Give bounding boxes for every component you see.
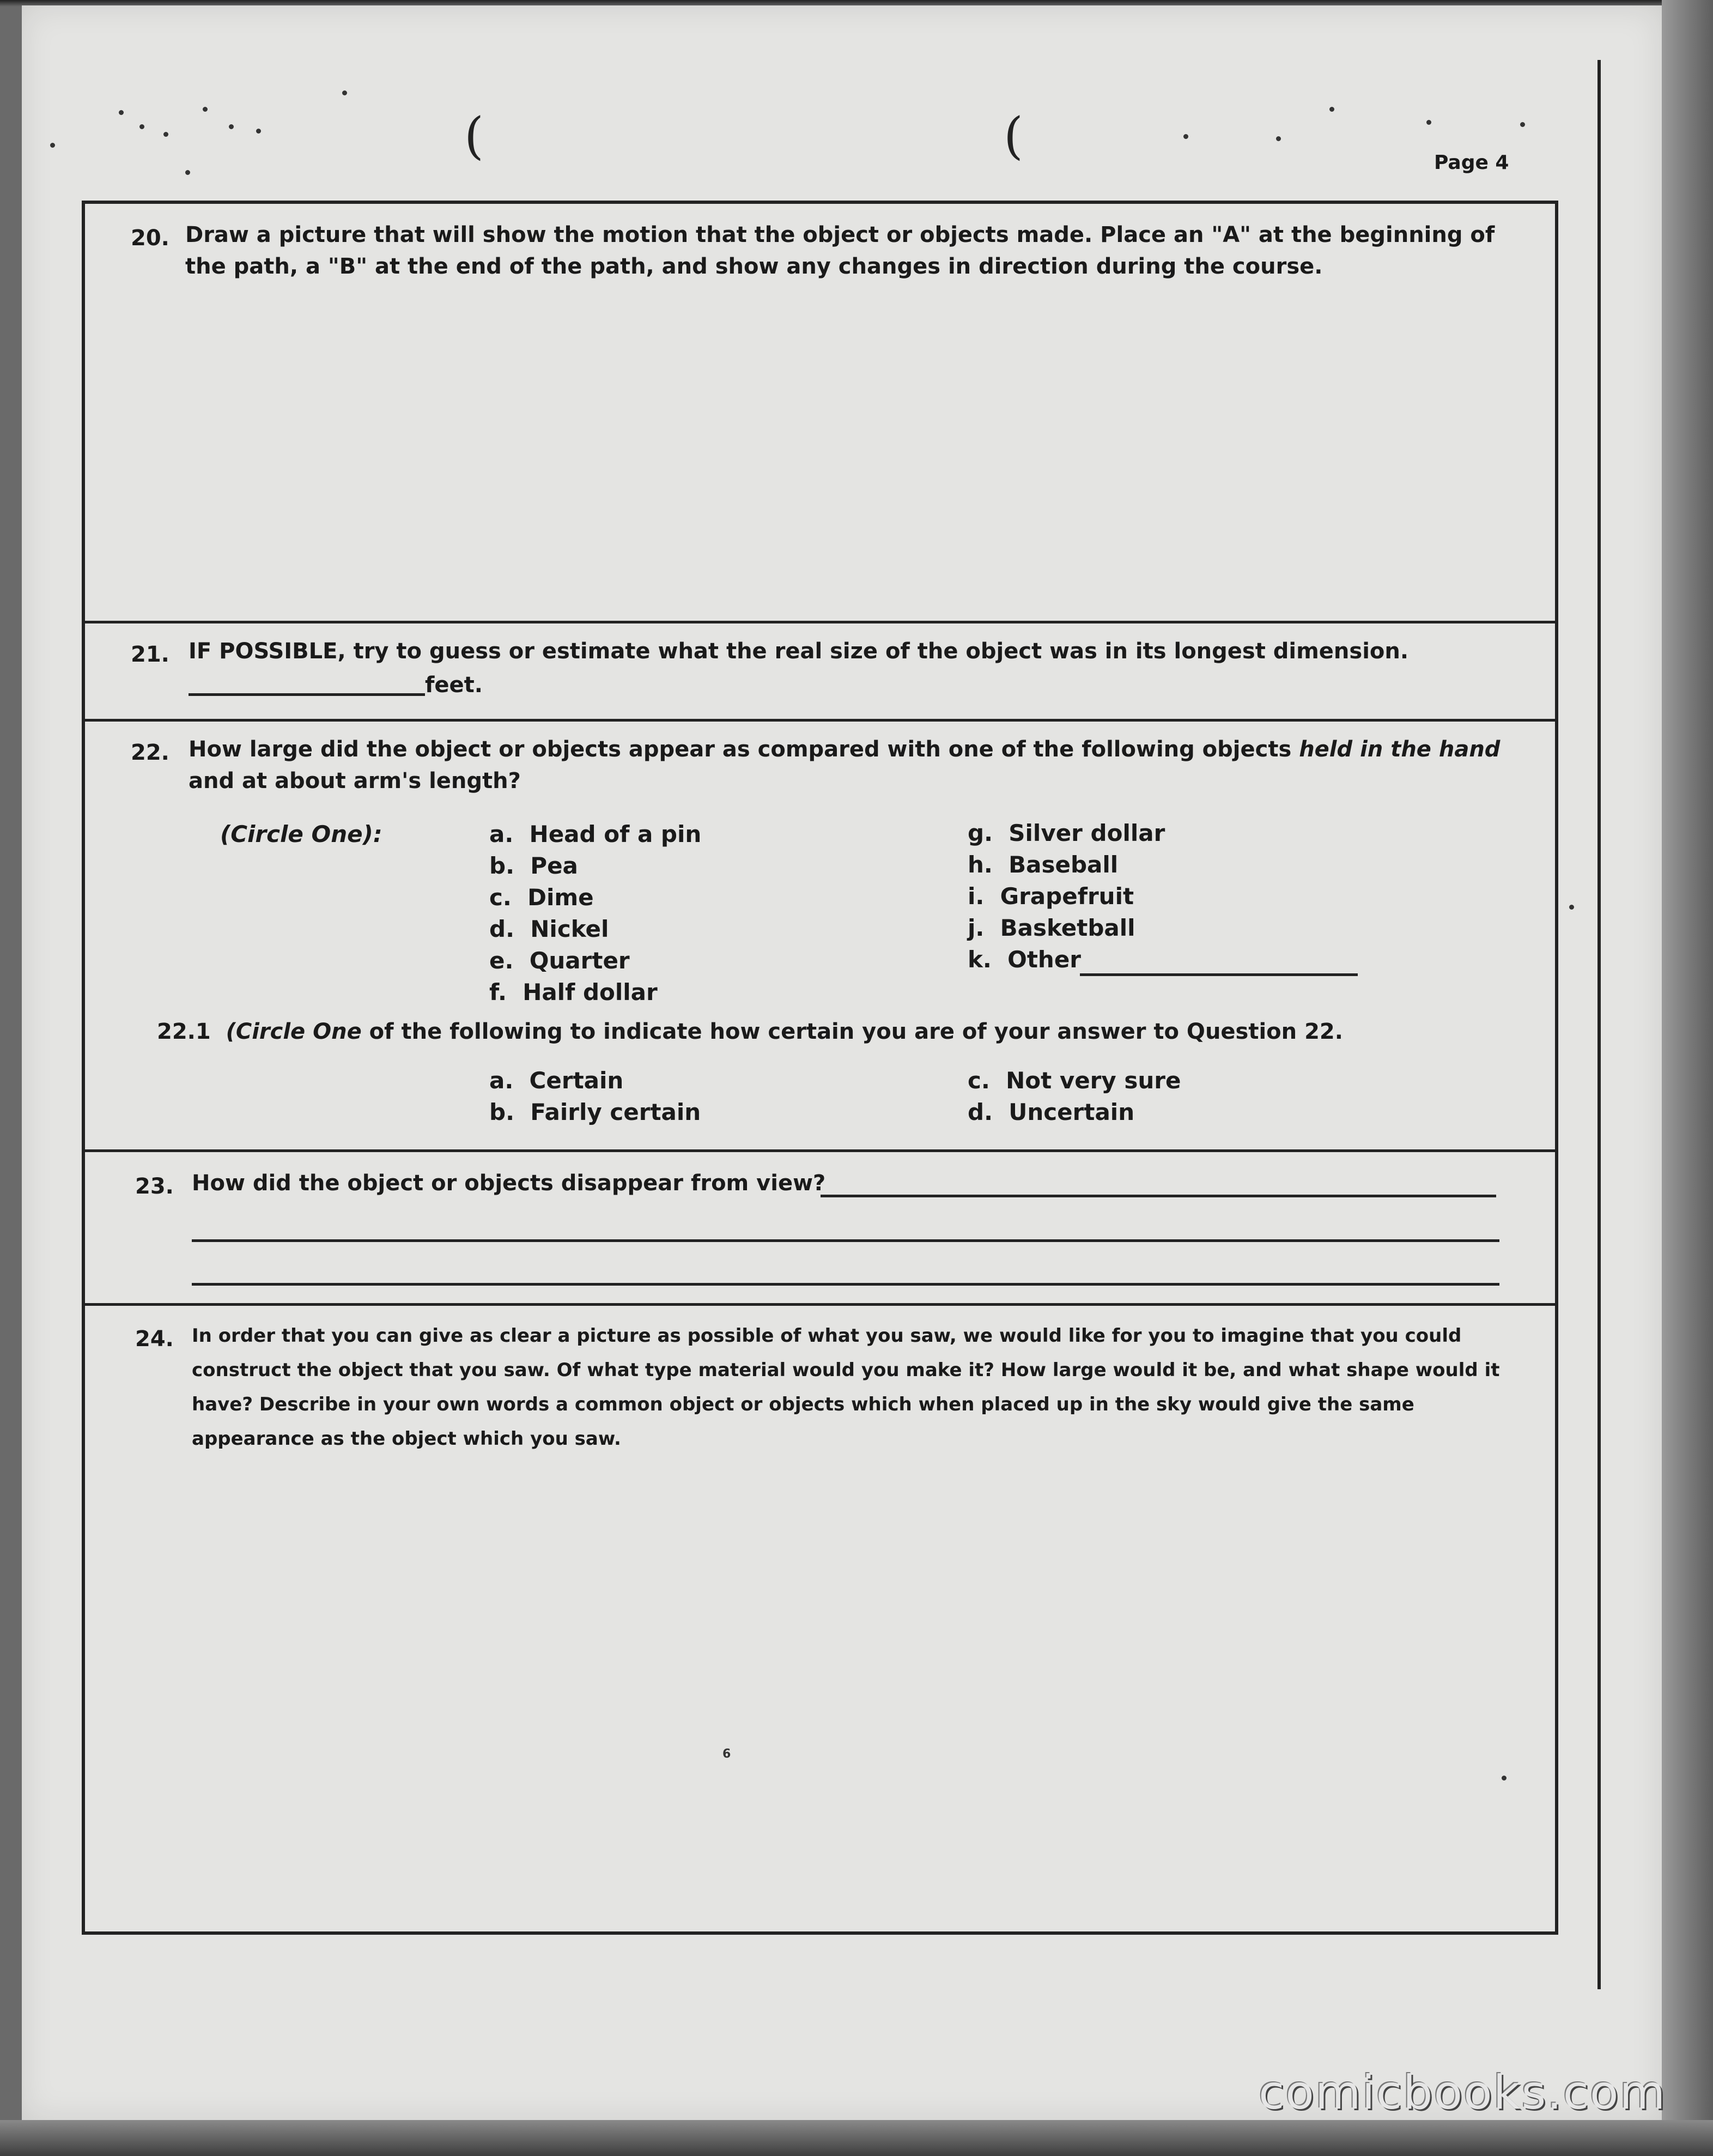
option-label: Certain <box>529 1067 624 1094</box>
option-c[interactable] <box>489 884 594 911</box>
punch-mark: ( <box>464 107 484 165</box>
option-letter: b. <box>489 852 515 879</box>
scan-speck <box>342 90 347 95</box>
scan-speck <box>185 170 190 175</box>
scan-bottom-edge <box>0 2120 1713 2156</box>
question-22 <box>85 722 1555 1152</box>
option-e[interactable] <box>489 947 630 974</box>
circle-one-instruction: (Circle One): <box>220 821 382 847</box>
option-letter: c. <box>489 884 512 911</box>
option-label: Half dollar <box>523 979 658 1006</box>
questionnaire-frame <box>82 201 1558 1935</box>
option-g[interactable] <box>968 820 1165 846</box>
question-number: 20. <box>131 226 169 251</box>
option-letter: e. <box>489 947 514 974</box>
question-number: 22.1 <box>157 1019 211 1044</box>
question-text: How did the object or objects disappear from view? <box>192 1171 826 1196</box>
size-answer-line[interactable] <box>189 693 425 696</box>
question-number: 21. <box>131 642 169 667</box>
watermark: comicbooks.com <box>1259 2066 1667 2120</box>
other-answer-line[interactable] <box>1080 973 1358 976</box>
certainty-option-c[interactable] <box>968 1067 1181 1094</box>
certainty-option-d[interactable] <box>968 1099 1134 1125</box>
certainty-option-b[interactable] <box>489 1099 701 1125</box>
question-text: of the following to indicate how certain you are of your answer to Question 22. <box>361 1019 1343 1044</box>
scan-right-edge <box>1662 0 1713 2156</box>
option-label: Not very sure <box>1006 1067 1181 1094</box>
option-letter: f. <box>489 979 507 1006</box>
option-letter: i. <box>968 883 985 910</box>
option-letter: h. <box>968 851 993 878</box>
answer-line[interactable] <box>192 1239 1499 1242</box>
scan-speck <box>256 129 261 134</box>
scan-speck <box>1276 136 1281 141</box>
question-21 <box>85 623 1555 722</box>
question-24 <box>85 1306 1555 1933</box>
question-number: 23. <box>135 1174 174 1199</box>
option-label: Baseball <box>1009 851 1119 878</box>
scan-speck <box>229 124 234 129</box>
option-letter: c. <box>968 1067 990 1094</box>
option-letter: j. <box>968 915 985 941</box>
question-text: In order that you can give as clear a picture as possible of what you saw, we would like for you to imagine that you could construct the object that you saw. Of what type material would you make it? How large would it be, and what shape would it have? Describe in your own words a common object or objects which when placed up in the sky would give the same appearance as the object which you saw. <box>192 1325 1500 1450</box>
question-text: Draw a picture that will show the motion that the object or objects made. Place an "A" at the beginning of the path, a "B" at the end of the path, and show any changes in direction during the course. <box>185 222 1495 279</box>
answer-area[interactable] <box>192 1469 1510 1905</box>
option-label: Head of a pin <box>529 821 702 847</box>
punch-mark: ( <box>1004 107 1023 165</box>
option-i[interactable] <box>968 883 1134 910</box>
option-k[interactable] <box>968 946 1081 973</box>
question-text-emphasis: held in the hand <box>1299 737 1501 762</box>
scan-speck <box>1569 905 1574 910</box>
option-label: Basketball <box>1000 915 1135 941</box>
scan-speck <box>203 107 208 112</box>
option-h[interactable] <box>968 851 1118 878</box>
option-letter: d. <box>968 1099 993 1125</box>
option-label: Grapefruit <box>1000 883 1134 910</box>
option-letter: g. <box>968 820 993 846</box>
option-d[interactable] <box>489 916 609 942</box>
option-label: Fairly certain <box>530 1099 701 1125</box>
scan-speck <box>1183 134 1188 139</box>
option-a[interactable] <box>489 821 701 847</box>
scan-speck <box>1329 107 1334 112</box>
certainty-option-a[interactable] <box>489 1067 623 1094</box>
scan-speck <box>163 132 168 137</box>
scan-fleck: 6 <box>722 1747 731 1761</box>
scan-speck <box>139 124 144 129</box>
option-label: Silver dollar <box>1009 820 1165 846</box>
question-23 <box>85 1152 1555 1306</box>
option-label: Other <box>1007 946 1082 973</box>
question-text-main: How large did the object or objects appear as compared with one of the following objects <box>189 737 1299 762</box>
page-number: Page 4 <box>1434 152 1509 174</box>
option-label: Pea <box>530 852 578 879</box>
drawing-area[interactable] <box>185 307 1520 602</box>
question-text: IF POSSIBLE, try to guess or estimate what the real size of the object was in its longest dimension. <box>189 639 1409 664</box>
question-text-line2: and at about arm's length? <box>189 768 521 794</box>
question-20 <box>85 204 1555 623</box>
scan-speck <box>119 110 124 115</box>
option-letter: b. <box>489 1099 515 1125</box>
option-letter: a. <box>489 821 514 847</box>
unit-label: feet. <box>425 673 483 698</box>
question-22-1-text <box>157 1016 1519 1047</box>
question-text-emphasis: (Circle One <box>226 1019 362 1044</box>
option-b[interactable] <box>489 852 578 879</box>
option-letter: k. <box>968 946 992 973</box>
option-j[interactable] <box>968 915 1135 941</box>
answer-line[interactable] <box>192 1283 1499 1286</box>
page-edge-line <box>1597 60 1601 1989</box>
question-number: 24. <box>135 1327 174 1352</box>
scan-speck <box>50 143 55 148</box>
option-label: Dime <box>527 884 594 911</box>
question-text <box>189 734 1529 797</box>
scan-speck <box>1426 120 1431 125</box>
option-label: Quarter <box>529 947 630 974</box>
option-letter: d. <box>489 916 515 942</box>
option-f[interactable] <box>489 979 658 1006</box>
scan-speck <box>1520 122 1525 127</box>
option-label: Uncertain <box>1009 1099 1135 1125</box>
option-letter: a. <box>489 1067 514 1094</box>
answer-line[interactable] <box>821 1195 1496 1197</box>
option-label: Nickel <box>530 916 609 942</box>
question-number: 22. <box>131 740 169 765</box>
